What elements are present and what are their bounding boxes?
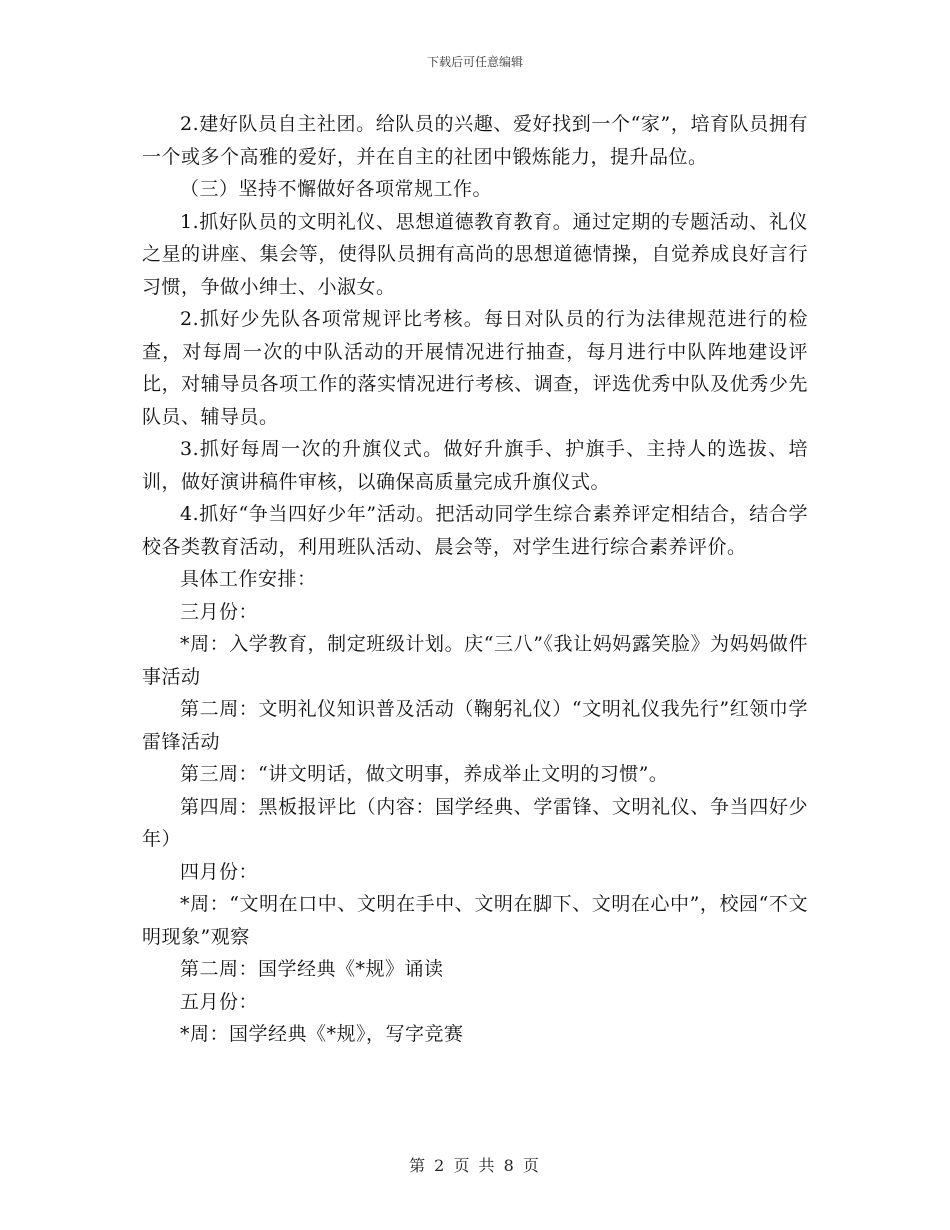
paragraph-7: 具体工作安排： (180, 568, 317, 590)
paragraph-16: 五月份： (180, 990, 259, 1013)
page-header: 下载后可任意编辑 (426, 55, 523, 69)
page-footer: 第 2 页 共 8 页 (409, 1156, 541, 1175)
paragraph-15: 第二周：国学经典《*规》诵读 (180, 958, 444, 980)
paragraph-11: 第三周：“讲文明话，做文明事，养成举止文明的习惯”。 (180, 763, 669, 785)
paragraph-5: 3.抓好每周一次的升旗仪式。做好升旗手、护旗手、主持人的选拔、培训，做好演讲稿件审核，以确保高质量完成升旗仪式。 (142, 438, 808, 493)
paragraph-1: 2.建好队员自主社团。给队员的兴趣、爱好找到一个“家”，培育队员拥有一个或多个高雅的爱好，并在自主的社团中锻炼能力，提升品位。 (142, 113, 808, 168)
paragraph-9: *周：入学教育，制定班级计划。庆“三八”《我让妈妈露笑脸》为妈妈做件事活动 (142, 633, 808, 688)
paragraph-2: （三）坚持不懈做好各项常规工作。 (180, 178, 493, 200)
paragraph-3: 1.抓好队员的文明礼仪、思想道德教育教育。通过定期的专题活动、礼仪之星的讲座、集会等，使得队员拥有高尚的思想道德情操，自觉养成良好言行习惯，争做小绅士、小淑女。 (142, 210, 808, 298)
document-body (142, 108, 808, 1051)
paragraph-8: 三月份： (180, 600, 259, 623)
paragraph-6: 4.抓好“争当四好少年”活动。把活动同学生综合素养评定相结合，结合学校各类教育活动，利用班队活动、晨会等，对学生进行综合素养评价。 (142, 503, 808, 558)
paragraph-13: 四月份： (180, 860, 259, 883)
paragraph-17: *周：国学经典《*规》，写字竞赛 (180, 1023, 464, 1045)
paragraph-12: 第四周：黑板报评比（内容：国学经典、学雷锋、文明礼仪、争当四好少年） (142, 795, 808, 850)
paragraph-10: 第二周：文明礼仪知识普及活动（鞠躬礼仪）“文明礼仪我先行”红领巾学雷锋活动 (142, 698, 808, 753)
paragraph-14: *周：“文明在口中、文明在手中、文明在脚下、文明在心中”，校园“不文明现象”观察 (142, 893, 808, 948)
paragraph-4: 2.抓好少先队各项常规评比考核。每日对队员的行为法律规范进行的检查，对每周一次的中队活动的开展情况进行抽查，每月进行中队阵地建设评比，对辅导员各项工作的落实情况进行考核、调查，评选优秀中队及优秀少先队员、辅导员。 (142, 308, 808, 428)
